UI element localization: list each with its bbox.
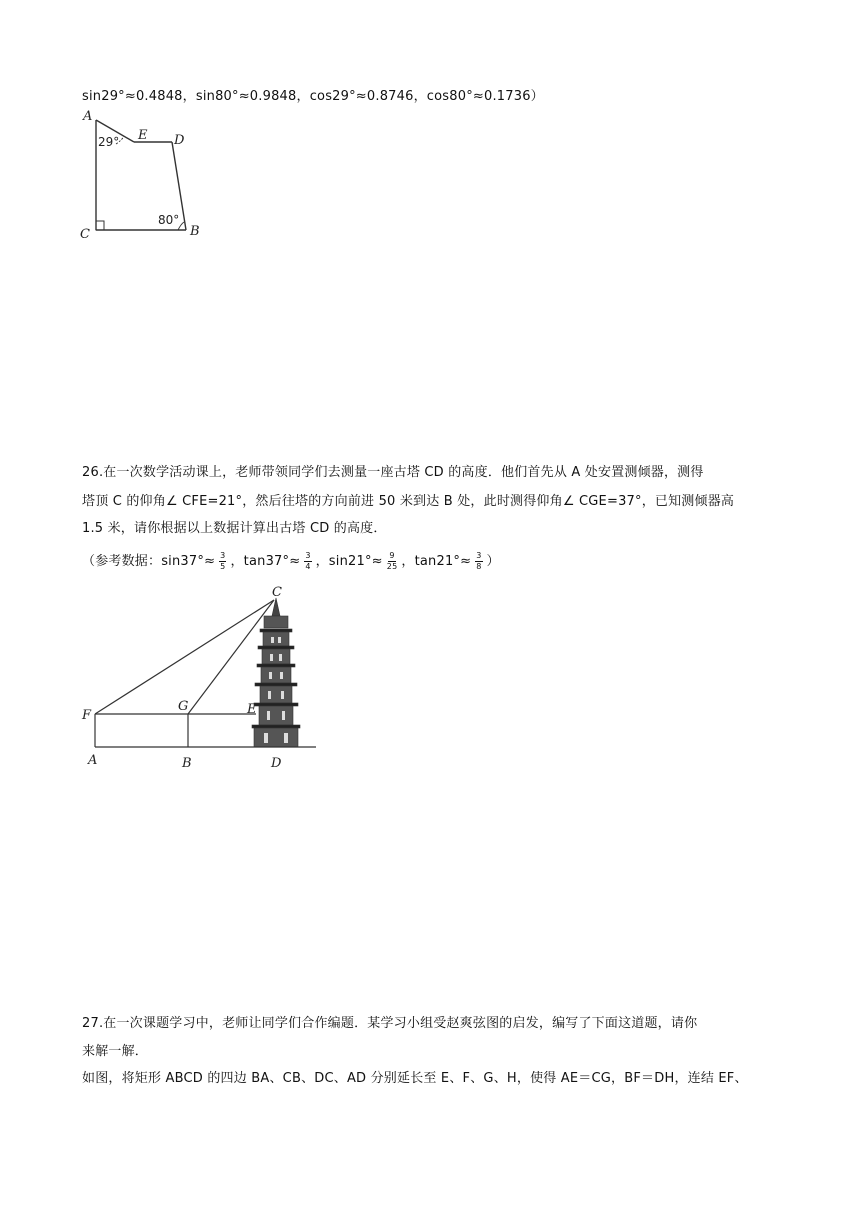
sin37-num: 3 <box>220 551 226 560</box>
ref-open: （参考数据：sin37°≈ <box>82 554 216 569</box>
fraction-tan21 <box>475 552 482 571</box>
label-b: B <box>190 224 200 239</box>
angle-80-label: 80° <box>158 213 180 227</box>
sin21-den: 25 <box>386 562 398 571</box>
sight-line-fc <box>95 600 274 714</box>
q27-line-2: 来解一解． <box>82 1044 149 1059</box>
label-c: C <box>80 227 90 240</box>
tan37-den: 4 <box>305 562 311 571</box>
label-g: G <box>178 699 189 714</box>
label-b: B <box>182 756 192 771</box>
tan21-num: 3 <box>476 551 482 560</box>
fraction-tan37 <box>304 552 311 571</box>
fraction-sin37 <box>219 552 226 571</box>
reference-values-line: sin29°≈0.4848，sin80°≈0.9848，cos29°≈0.8746，cos80°≈0.1736） <box>82 89 544 104</box>
label-d: D <box>174 133 185 148</box>
label-e: E <box>247 702 257 717</box>
right-angle-mark <box>96 221 104 230</box>
tan21-den: 8 <box>476 562 482 571</box>
ref-tan37: ，tan37°≈ <box>230 554 301 569</box>
label-a: A <box>83 109 93 124</box>
ref-sin21: ，sin21°≈ <box>315 554 383 569</box>
fraction-sin21 <box>387 552 398 571</box>
label-a: A <box>88 753 98 768</box>
tan37-num: 3 <box>305 551 311 560</box>
q26-reference-data <box>82 552 500 571</box>
ref-close: ） <box>486 554 500 569</box>
sin37-den: 5 <box>220 562 226 571</box>
label-e: E <box>138 128 148 143</box>
q27-line-3: 如图，将矩形 ABCD 的四边 BA、CB、DC、AD 分别延长至 E、F、G、H，使得 AE＝CG，BF＝DH，连结 EF、 <box>82 1071 748 1086</box>
label-f: F <box>82 708 92 723</box>
label-d: D <box>271 756 282 771</box>
q26-line-2: 塔顶 C 的仰角∠ CFE=21°，然后往塔的方向前进 50 米到达 B 处，此时测得仰角∠ CGE=37°，已知测倾器高 <box>82 494 735 509</box>
q27-line-1: 27.在一次课题学习中，老师让同学们合作编题．某学习小组受赵爽弦图的启发，编写了下面这道题，请你 <box>82 1016 698 1031</box>
sin21-num: 9 <box>389 551 395 560</box>
angle-29-label: 29° <box>98 135 120 149</box>
q26-line-1: 26.在一次数学活动课上，老师带领同学们去测量一座古塔 CD 的高度．他们首先从 A 处安置测倾器，测得 <box>82 465 704 480</box>
figure-pagoda <box>78 582 328 772</box>
figure-quadrilateral <box>78 106 208 240</box>
label-c: C <box>272 585 282 600</box>
q26-line-3: 1.5 米，请你根据以上数据计算出古塔 CD 的高度． <box>82 521 387 536</box>
ref-tan21: ，tan21°≈ <box>401 554 472 569</box>
